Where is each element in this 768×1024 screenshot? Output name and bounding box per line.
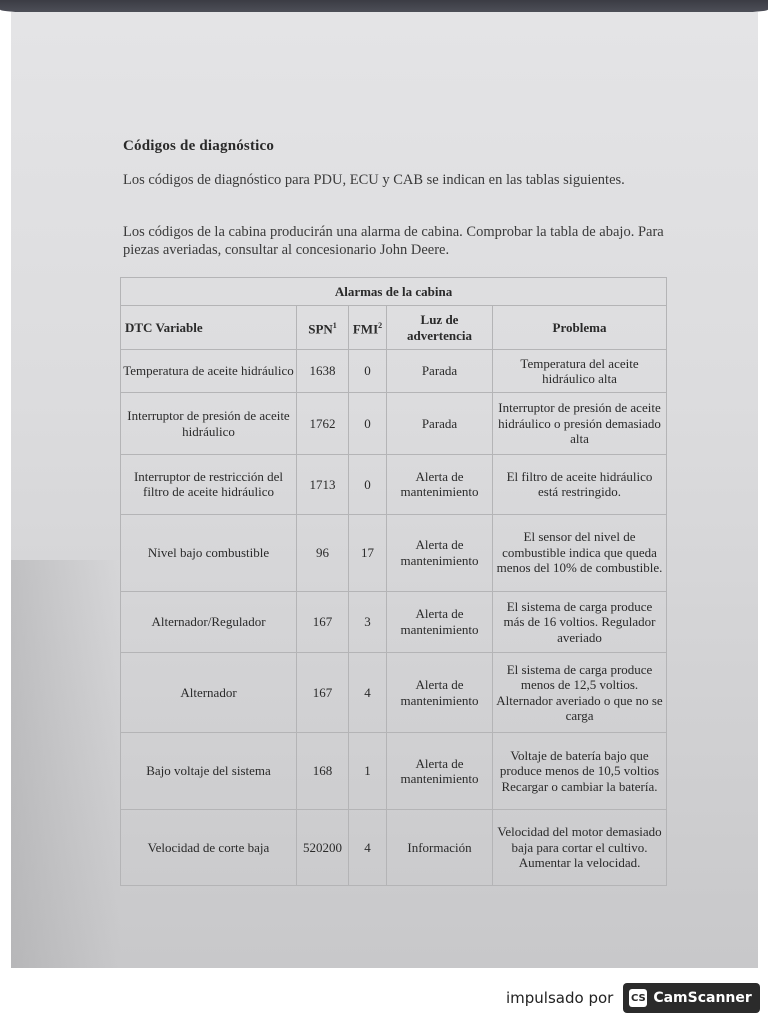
cell-spn: 1638 (297, 349, 349, 393)
cell-problema: Interruptor de presión de aceite hidráulico o presión demasiado alta (493, 393, 667, 455)
camscanner-logo-icon: CS (629, 989, 647, 1007)
cell-spn: 520200 (297, 810, 349, 886)
camscanner-brand: CamScanner (653, 990, 752, 1006)
section-heading: Códigos de diagnóstico (123, 138, 275, 154)
cell-fmi: 4 (349, 810, 387, 886)
cell-luz: Alerta de mantenimiento (387, 514, 493, 591)
cell-problema: Temperatura del aceite hidráulico alta (493, 349, 667, 393)
cell-dtc: Temperatura de aceite hidráulico (121, 349, 297, 393)
cell-spn: 167 (297, 653, 349, 733)
cabin-alarms-table (120, 277, 667, 886)
table-row (121, 393, 667, 455)
cell-problema: Voltaje de batería bajo que produce menos de 10,5 voltios Recargar o cambiar la batería. (493, 733, 667, 810)
cell-fmi: 1 (349, 733, 387, 810)
cell-spn: 167 (297, 591, 349, 653)
cell-spn: 96 (297, 514, 349, 591)
cell-spn: 168 (297, 733, 349, 810)
table-title: Alarmas de la cabina (121, 278, 667, 306)
cabin-paragraph: Los códigos de la cabina producirán una alarma de cabina. Comprobar la tabla de abajo. Para piezas averiadas, consultar al concesionario John Deere. (123, 224, 664, 258)
cell-dtc: Nivel bajo combustible (121, 514, 297, 591)
cell-problema: El sistema de carga produce más de 16 voltios. Regulador averiado (493, 591, 667, 653)
page-shadow (11, 560, 121, 968)
cell-luz: Alerta de mantenimiento (387, 455, 493, 515)
table-row (121, 733, 667, 810)
table-row (121, 810, 667, 886)
cell-dtc: Velocidad de corte baja (121, 810, 297, 886)
intro-paragraph: Los códigos de diagnóstico para PDU, ECU y CAB se indican en las tablas siguientes. (123, 172, 625, 188)
camscanner-badge (623, 983, 759, 1013)
table-row (121, 514, 667, 591)
cell-luz: Parada (387, 393, 493, 455)
table-header-row (121, 306, 667, 350)
cell-spn: 1713 (297, 455, 349, 515)
cell-luz: Información (387, 810, 493, 886)
footnote-1: 1 (332, 321, 337, 331)
header-dtc: DTC Variable (121, 306, 297, 350)
header-spn: SPN$^1$ (297, 306, 349, 350)
cell-problema: El sensor del nivel de combustible indica que queda menos del 10% de combustible. (493, 514, 667, 591)
camscanner-watermark (506, 982, 760, 1014)
cell-dtc: Alternador (121, 653, 297, 733)
cell-fmi: 3 (349, 591, 387, 653)
cell-dtc: Alternador/Regulador (121, 591, 297, 653)
cell-spn: 1762 (297, 393, 349, 455)
cell-luz: Alerta de mantenimiento (387, 653, 493, 733)
cell-problema: El sistema de carga produce menos de 12,5 voltios. Alternador averiado o que no se carga (493, 653, 667, 733)
cell-luz: Alerta de mantenimiento (387, 591, 493, 653)
footnote-2: 2 (378, 321, 383, 331)
table-row (121, 653, 667, 733)
table-title-row (121, 278, 667, 306)
cell-luz: Parada (387, 349, 493, 393)
table-row (121, 349, 667, 393)
powered-by-label: impulsado por (506, 989, 614, 1007)
cell-dtc: Interruptor de restricción del filtro de aceite hidráulico (121, 455, 297, 515)
table-row (121, 455, 667, 515)
header-problema: Problema (493, 306, 667, 350)
cell-fmi: 0 (349, 455, 387, 515)
cell-luz: Alerta de mantenimiento (387, 733, 493, 810)
cell-dtc: Bajo voltaje del sistema (121, 733, 297, 810)
cell-problema: El filtro de aceite hidráulico está restringido. (493, 455, 667, 515)
cell-dtc: Interruptor de presión de aceite hidráulico (121, 393, 297, 455)
cell-problema: Velocidad del motor demasiado baja para cortar el cultivo. Aumentar la velocidad. (493, 810, 667, 886)
cell-fmi: 4 (349, 653, 387, 733)
header-luz: Luz de advertencia (387, 306, 493, 350)
cell-fmi: 17 (349, 514, 387, 591)
table-row (121, 591, 667, 653)
cell-fmi: 0 (349, 349, 387, 393)
header-fmi: FMI$^2$ (349, 306, 387, 350)
cell-fmi: 0 (349, 393, 387, 455)
